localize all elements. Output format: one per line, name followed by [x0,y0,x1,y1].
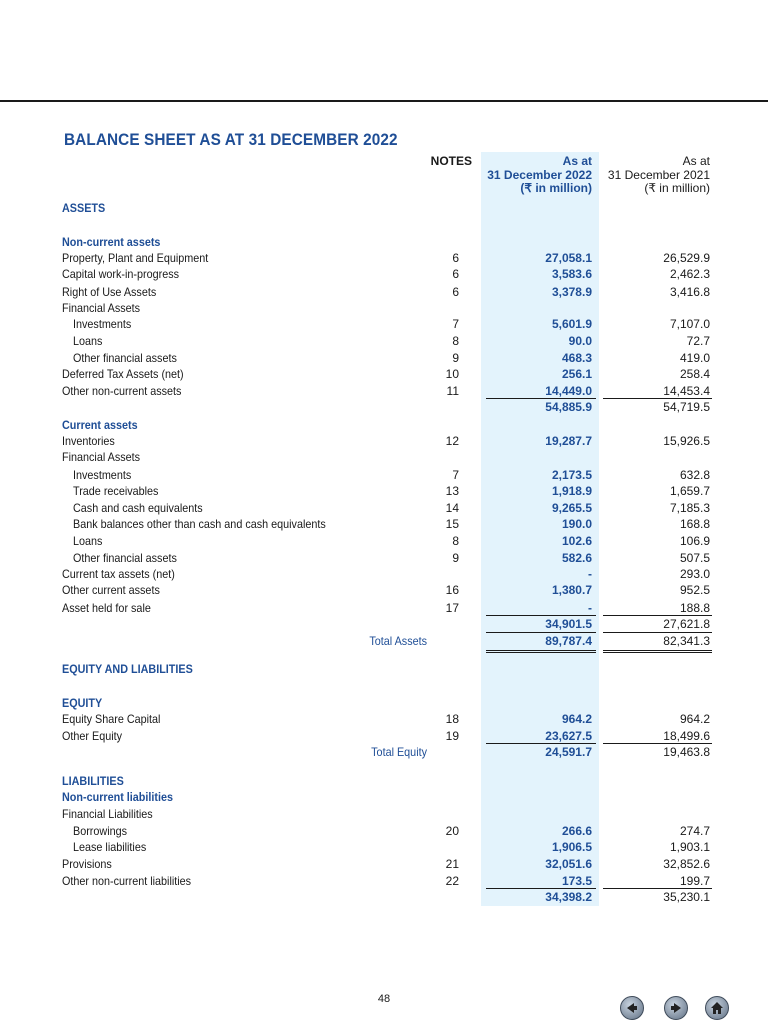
row-value-2021: 419.0 [679,351,710,365]
table-row [0,873,768,889]
row-value-2021: 1,903.1 [669,840,710,854]
row-note: 21 [445,857,459,871]
row-value-2022: 32,051.6 [545,857,592,871]
row-note: 9 [452,551,459,565]
row-label: LIABILITIES [62,774,124,788]
row-label: Asset held for sale [62,601,151,615]
table-row [0,773,768,789]
row-note: 16 [445,583,459,597]
row-value-2021: 1,659.7 [669,484,710,498]
rule-line [603,743,712,744]
row-note: 13 [445,484,459,498]
row-note: 8 [452,534,459,548]
row-value-2021: 507.5 [679,551,710,565]
row-note: 12 [445,434,459,448]
row-value-2021: 106.9 [679,534,710,548]
row-value-2022: 1,380.7 [551,583,592,597]
row-label: Other non-current liabilities [62,874,192,888]
row-value-2021: 26,529.9 [663,251,710,265]
row-value-2022: 256.1 [561,367,592,381]
row-label: Inventories [62,434,115,448]
row-label: Non-current assets [62,235,161,249]
row-note: 11 [446,384,459,398]
row-value-2021: 14,453.4 [663,384,710,398]
row-label: EQUITY [62,696,103,710]
row-note: 6 [452,285,459,299]
row-value-2022: 5,601.9 [551,317,592,331]
table-row [0,711,768,727]
row-label: Current tax assets (net) [62,567,175,581]
row-label: Other financial assets [73,551,177,565]
table-row [0,582,768,598]
row-value-2021: 72.7 [686,334,710,348]
row-value-2022: 102.6 [561,534,592,548]
row-value-2022: 23,627.5 [545,729,592,743]
row-value-2022: 9,265.5 [551,501,592,515]
forward-icon [668,1000,684,1016]
rule-line [603,652,712,653]
rule-line [486,615,596,616]
table-row [0,566,768,582]
row-value-2022: 27,058.1 [545,251,592,265]
row-value-2021: 258.4 [679,367,710,381]
rule-line [486,398,596,399]
row-value-2021: 3,416.8 [669,285,710,299]
row-label: Right of Use Assets [62,285,157,299]
row-note: 7 [452,317,459,331]
rule-line [486,632,596,633]
row-value-2021: 19,463.8 [663,745,710,759]
rule-line [603,888,712,889]
current-header-line: (₹ in million) [520,181,592,195]
rule-line [486,743,596,744]
table-row [0,449,768,465]
row-value-2022: 54,885.9 [545,400,592,414]
row-value-2021: 35,230.1 [663,890,710,904]
row-value-2021: 2,462.3 [669,267,710,281]
back-button[interactable] [620,996,644,1020]
row-value-2022: 1,918.9 [551,484,592,498]
row-value-2021: 952.5 [679,583,710,597]
row-label: Total Equity [371,745,427,759]
home-button[interactable] [705,996,729,1020]
row-note: 22 [445,874,459,888]
row-note: 9 [452,351,459,365]
row-label: EQUITY AND LIABILITIES [62,662,193,676]
row-label: Provisions [62,857,112,871]
notes-header: NOTES [430,154,472,168]
previous-header-line: 31 December 2021 [607,167,710,182]
row-value-2022: 34,901.5 [545,617,592,631]
rule-line [603,632,712,633]
row-value-2021: 274.7 [679,824,710,838]
previous-header-line: (₹ in million) [644,181,710,195]
forward-button[interactable] [664,996,688,1020]
row-label: Bank balances other than cash and cash equivalents [73,517,326,531]
row-label: Capital work-in-progress [62,267,180,281]
rule-line [603,615,712,616]
page-title: BALANCE SHEET AS AT 31 DECEMBER 2022 [64,131,398,149]
row-label: Investments [73,468,132,482]
row-label: Property, Plant and Equipment [62,251,209,265]
table-row [0,500,768,516]
table-row [0,550,768,566]
row-label: Current assets [62,418,138,432]
row-label: Investments [73,317,132,331]
row-note: 7 [452,468,459,482]
row-label: Other financial assets [73,351,177,365]
row-value-2021: 18,499.6 [663,729,710,743]
row-value-2022: 3,378.9 [551,285,592,299]
previous-header-line: As at [682,154,710,168]
row-note: 14 [445,501,459,515]
row-label: Total Assets [369,634,427,648]
row-label: Lease liabilities [73,840,147,854]
table-row [0,300,768,316]
table-row [0,266,768,282]
table-row [0,366,768,382]
row-note: 6 [452,267,459,281]
table-row [0,695,768,711]
back-icon [624,1000,640,1016]
table-row [0,284,768,300]
row-label: Equity Share Capital [62,712,161,726]
row-note: 8 [452,334,459,348]
row-value-2021: 15,926.5 [663,434,710,448]
row-label: Borrowings [73,824,128,838]
row-value-2021: 964.2 [679,712,710,726]
table-row [0,889,768,905]
row-value-2021: 188.8 [679,601,710,615]
row-label: Loans [73,534,103,548]
row-label: Cash and cash equivalents [73,501,203,515]
home-icon [709,1000,725,1016]
table-row [0,483,768,499]
current-header-line: As at [562,154,592,168]
table-row [0,823,768,839]
table-row [0,316,768,332]
row-value-2022: 190.0 [561,517,592,531]
row-value-2021: 632.8 [679,468,710,482]
table-row [0,417,768,433]
current-year-header [478,155,592,196]
table-row [0,200,768,216]
rule-line [603,398,712,399]
row-value-2022: 468.3 [561,351,592,365]
row-value-2022: 14,449.0 [545,384,592,398]
row-value-2022: 173.5 [561,874,592,888]
previous-year-header [600,155,710,196]
row-value-2022: 19,287.7 [545,434,592,448]
row-label: Financial Assets [62,450,141,464]
row-note: 20 [445,824,459,838]
table-row [0,333,768,349]
rule-line [603,650,712,651]
row-value-2021: 199.7 [679,874,710,888]
row-value-2022: - [588,567,592,581]
table-row [0,516,768,532]
table-row [0,383,768,399]
rule-line [486,650,596,651]
row-label: Other non-current assets [62,384,182,398]
table-row [0,234,768,250]
row-value-2022: 24,591.7 [545,745,592,759]
table-row [0,728,768,744]
table-row [0,789,768,805]
row-label: Other current assets [62,583,160,597]
table-row [0,661,768,677]
row-label: Financial Liabilities [62,807,153,821]
row-label: Non-current liabilities [62,790,174,804]
row-value-2022: 34,398.2 [545,890,592,904]
row-note: 10 [445,367,459,381]
table-row [0,467,768,483]
row-value-2021: 27,621.8 [663,617,710,631]
row-label: Other Equity [62,729,123,743]
row-note: 17 [445,601,459,615]
row-value-2022: 964.2 [561,712,592,726]
row-value-2022: 90.0 [568,334,592,348]
row-value-2022: 266.6 [561,824,592,838]
row-label: Financial Assets [62,301,141,315]
row-value-2021: 82,341.3 [663,634,710,648]
row-value-2022: - [588,601,592,615]
row-value-2022: 582.6 [561,551,592,565]
row-value-2022: 2,173.5 [551,468,592,482]
row-note: 18 [445,712,459,726]
rule-line [486,652,596,653]
table-row [0,533,768,549]
table-row [0,433,768,449]
row-value-2021: 7,107.0 [669,317,710,331]
row-note: 19 [445,729,459,743]
row-value-2022: 1,906.5 [551,840,592,854]
row-note: 15 [445,517,459,531]
row-value-2021: 168.8 [679,517,710,531]
row-label: Trade receivables [73,484,159,498]
table-row [0,350,768,366]
top-rule [0,100,768,102]
page-number: 48 [377,993,391,1005]
table-row [0,839,768,855]
table-row [0,856,768,872]
table-row [0,600,768,616]
row-note: 6 [452,251,459,265]
row-value-2021: 54,719.5 [663,400,710,414]
row-label: ASSETS [62,201,106,215]
table-row [0,633,768,649]
rule-line [486,888,596,889]
row-value-2022: 3,583.6 [551,267,592,281]
row-value-2021: 32,852.6 [663,857,710,871]
table-row [0,250,768,266]
table-row [0,616,768,632]
row-label: Loans [73,334,103,348]
table-row [0,399,768,415]
row-label: Deferred Tax Assets (net) [62,367,184,381]
row-value-2021: 293.0 [679,567,710,581]
row-value-2022: 89,787.4 [545,634,592,648]
table-row [0,806,768,822]
current-header-line: 31 December 2022 [487,167,592,182]
row-value-2021: 7,185.3 [669,501,710,515]
table-row [0,744,768,760]
